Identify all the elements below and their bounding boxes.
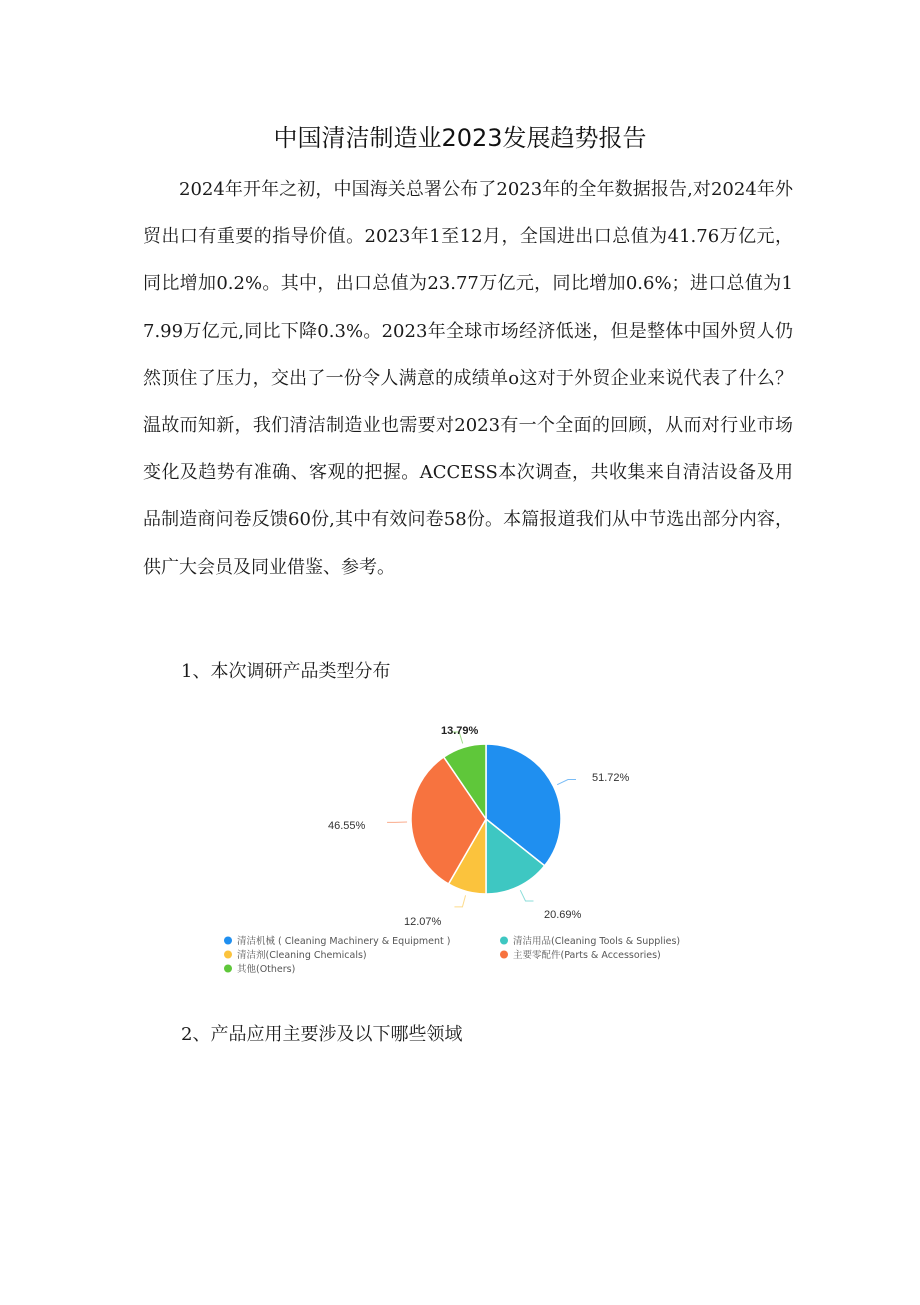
pie-data-label-1: 20.69%: [544, 909, 582, 921]
pie-data-label-2: 12.07%: [404, 916, 442, 928]
legend-marker-1: [500, 937, 508, 945]
leader-line-2: [454, 895, 465, 907]
leader-line-1: [520, 890, 533, 901]
pie-data-label-4: 13.79%: [441, 725, 479, 737]
pie-data-label-3: 46.55%: [328, 820, 366, 832]
pie-legend: [224, 935, 680, 975]
legend-marker-0: [224, 937, 232, 945]
section-1-heading: 1、本次调研产品类型分布: [181, 657, 390, 683]
pie-data-label-0: 51.72%: [592, 772, 630, 784]
legend-label-4: 其他(Others): [237, 963, 295, 975]
document-title: 中国清洁制造业2023发展趋势报告: [0, 118, 920, 153]
pie-slices: [411, 744, 561, 894]
legend-label-1: 清洁用品(Cleaning Tools & Supplies): [513, 935, 680, 947]
legend-marker-3: [500, 951, 508, 959]
leader-line-0: [557, 780, 576, 785]
legend-marker-4: [224, 965, 232, 973]
legend-label-2: 清洁剂(Cleaning Chemicals): [237, 949, 367, 961]
legend-label-3: 主要零配件(Parts & Accessories): [513, 949, 661, 961]
intro-paragraph: 2024年开年之初，中国海关总署公布了2023年的全年数据报告,对2024年外贸出口有重要的指导价值。2023年1至12月，全国进出口总值为41.76万亿元，同比增加0.2%。其中，出口总值为23.77万亿元，同比增加0.6%；进口总值为17.99万亿元,同比下降0.3%。2023年全球市场经济低迷，但是整体中国外贸人仍然顶住了压力，交出了一份令人满意的成绩单o这对于外贸企业来说代表了什么？温故而知新，我们清洁制造业也需要对2023有一个全面的回顾，从而对行业市场变化及趋势有准确、客观的把握。ACCESS本次调查，共收集来自清洁设备及用品制造商问卷反馈60份,其中有效问卷58份。本篇报道我们从中节选出部分内容，供广大会员及同业借鉴、参考。: [143, 166, 793, 591]
legend-marker-2: [224, 951, 232, 959]
section-2-heading: 2、产品应用主要涉及以下哪些领域: [181, 1020, 462, 1046]
legend-label-0: 清洁机械 ( Cleaning Machinery & Equipment ): [237, 935, 450, 947]
